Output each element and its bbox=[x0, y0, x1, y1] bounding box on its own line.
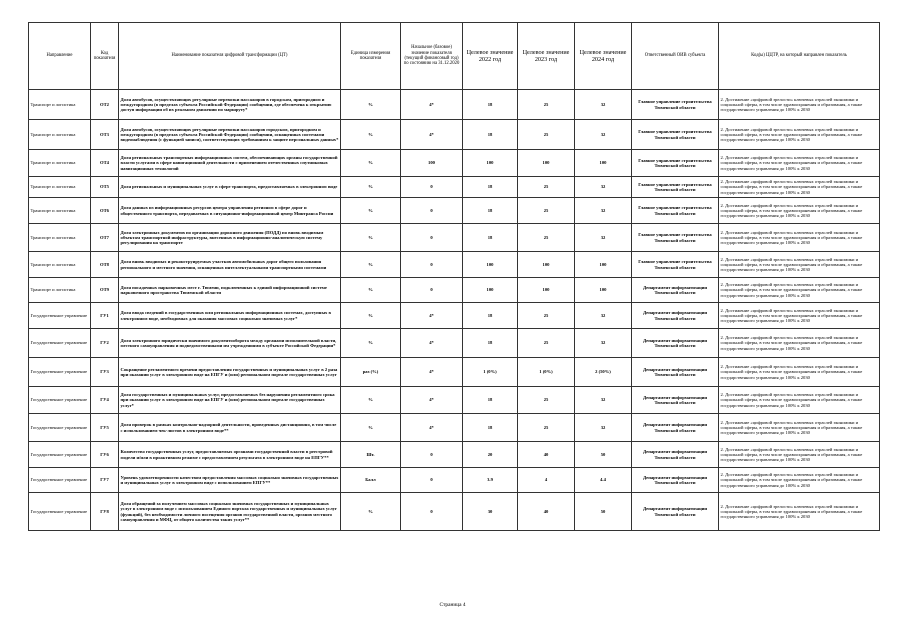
direction-cell: Государственное управление bbox=[29, 468, 91, 493]
header-target-2023: Целевое значение 2023 год bbox=[518, 23, 575, 90]
indicator-name-cell: Доля автобусов, осуществляющих регулярные перевозки пассажиров городском, пригородном и междугородном (в пределах субъекта Российской Федерации) сообщении, оснащенных системами видеонаблюдения (с функцией записи), соответствующих требованиям к защите персональных данных* bbox=[119, 120, 341, 150]
unit-cell: % bbox=[341, 90, 401, 120]
direction-cell: Транспорт и логистика bbox=[29, 224, 91, 252]
indicators-table bbox=[28, 22, 880, 531]
table-row bbox=[29, 414, 880, 442]
code-cell: ОТ7 bbox=[91, 224, 119, 252]
target-2022-cell: 100 bbox=[463, 150, 518, 177]
table-row bbox=[29, 120, 880, 150]
direction-cell: Транспорт и логистика bbox=[29, 278, 91, 303]
indicator-name-cell: Доля электронного юридически значимого документооборота между органами исполнительной власти, местного самоуправления и подведомственными им учреждениями в субъекте Российской Федерации* bbox=[119, 329, 341, 358]
code-cell: ГУ1 bbox=[91, 303, 119, 329]
unit-cell: % bbox=[341, 414, 401, 442]
table-row bbox=[29, 303, 880, 329]
table-row bbox=[29, 329, 880, 358]
table-body bbox=[29, 90, 880, 531]
goal-cell: 2. Достижение «цифровой зрелости» ключевых отраслей экономики и социальной сферы, в том числе здравоохранения и образования, а также государственного управления до 100% к 2030 bbox=[719, 493, 880, 531]
base-value-cell: 4* bbox=[401, 90, 463, 120]
table-row bbox=[29, 278, 880, 303]
responsible-cell: Департамент информатизации Тюменской области bbox=[632, 303, 719, 329]
responsible-cell: Главное управление строительства Тюменской области bbox=[632, 150, 719, 177]
base-value-cell: 4* bbox=[401, 387, 463, 414]
table-row bbox=[29, 150, 880, 177]
target-2022-cell: 18 bbox=[463, 198, 518, 224]
base-value-cell: 4* bbox=[401, 303, 463, 329]
goal-cell: 2. Достижение «цифровой зрелости» ключевых отраслей экономики и социальной сферы, в том числе здравоохранения и образования, а также государственного управления до 100% к 2030 bbox=[719, 387, 880, 414]
code-cell: ГУ3 bbox=[91, 358, 119, 387]
direction-cell: Государственное управление bbox=[29, 442, 91, 468]
indicator-name-cell: Доля электронных документов по организации дорожного движения (ПОДД) по вновь вводимым объектам транспортной инфраструктуры, внесенных в информационно-аналитическую систему регулирования на транспорте bbox=[119, 224, 341, 252]
target-2023-cell: 25 bbox=[518, 414, 575, 442]
base-value-cell: 0 bbox=[401, 493, 463, 531]
target-2024-cell: 32 bbox=[575, 329, 632, 358]
code-cell: ОТ3 bbox=[91, 120, 119, 150]
responsible-cell: Департамент информатизации Тюменской области bbox=[632, 278, 719, 303]
base-value-cell: 4* bbox=[401, 414, 463, 442]
target-2024-cell: 32 bbox=[575, 177, 632, 198]
responsible-cell: Департамент информатизации Тюменской области bbox=[632, 387, 719, 414]
unit-cell: % bbox=[341, 177, 401, 198]
direction-cell: Транспорт и логистика bbox=[29, 198, 91, 224]
base-value-cell: 0 bbox=[401, 198, 463, 224]
goal-cell: 2. Достижение «цифровой зрелости» ключевых отраслей экономики и социальной сферы, в том числе здравоохранения и образования, а также государственного управления до 100% к 2030 bbox=[719, 468, 880, 493]
base-value-cell: 0 bbox=[401, 468, 463, 493]
goal-cell: 2. Достижение «цифровой зрелости» ключевых отраслей экономики и социальной сферы, в том числе здравоохранения и образования, а также государственного управления до 100% к 2030 bbox=[719, 252, 880, 278]
target-2023-cell: 25 bbox=[518, 303, 575, 329]
direction-cell: Государственное управление bbox=[29, 358, 91, 387]
table-row bbox=[29, 198, 880, 224]
target-2024-cell: 4.4 bbox=[575, 468, 632, 493]
target-2023-cell: 25 bbox=[518, 120, 575, 150]
code-cell: ГУ6 bbox=[91, 442, 119, 468]
goal-cell: 2. Достижение «цифровой зрелости» ключевых отраслей экономики и социальной сферы, в том числе здравоохранения и образования, а также государственного управления до 100% к 2030 bbox=[719, 90, 880, 120]
target-2024-cell: 32 bbox=[575, 120, 632, 150]
direction-cell: Государственное управление bbox=[29, 414, 91, 442]
indicator-name-cell: Доля данных из информационных ресурсов центра управления регионом в сфере дорог и общественного транспорта, передаваемых в ситуационно-информационный центр Минтранса России bbox=[119, 198, 341, 224]
target-2023-cell: 4 bbox=[518, 468, 575, 493]
target-2024-cell: 32 bbox=[575, 414, 632, 442]
target-2024-cell: 50 bbox=[575, 493, 632, 531]
code-cell: ОТ2 bbox=[91, 90, 119, 120]
target-2023-cell: 25 bbox=[518, 198, 575, 224]
target-2022-cell: 1 (0%) bbox=[463, 358, 518, 387]
target-2023-cell: 25 bbox=[518, 177, 575, 198]
goal-cell: 2. Достижение «цифровой зрелости» ключевых отраслей экономики и социальной сферы, в том числе здравоохранения и образования, а также государственного управления до 100% к 2030 bbox=[719, 224, 880, 252]
code-cell: ГУ8 bbox=[91, 493, 119, 531]
indicator-name-cell: Доля региональных и муниципальных услуг в сфере транспорта, предоставляемых в электронном виде bbox=[119, 177, 341, 198]
indicator-name-cell: Количество государственных услуг, предоставляемых органами государственной власти в реестровой модели и/или в проактивном режиме с предоставлением результата в электронном виде на ЕПГУ** bbox=[119, 442, 341, 468]
goal-cell: 2. Достижение «цифровой зрелости» ключевых отраслей экономики и социальной сферы, в том числе здравоохранения и образования, а также государственного управления до 100% к 2030 bbox=[719, 120, 880, 150]
target-2023-cell: 25 bbox=[518, 329, 575, 358]
base-value-cell: 4* bbox=[401, 358, 463, 387]
target-2024-cell: 100 bbox=[575, 252, 632, 278]
indicator-name-cell: Доля проверок в рамках контрольно-надзорной деятельности, проведенных дистанционно, в том числе с использованием чек-листов в электронном виде** bbox=[119, 414, 341, 442]
responsible-cell: Главное управление строительства Тюменской области bbox=[632, 252, 719, 278]
code-cell: ОТ8 bbox=[91, 252, 119, 278]
unit-cell: раз (%) bbox=[341, 358, 401, 387]
direction-cell: Государственное управление bbox=[29, 303, 91, 329]
header-base: Начальное (базовое) значение показателя (текущий финансовый год) по состоянию на 31.12.2020 bbox=[401, 23, 463, 90]
header-responsible: Ответственный ОИВ субъекта bbox=[632, 23, 719, 90]
base-value-cell: 0 bbox=[401, 252, 463, 278]
unit-cell: % bbox=[341, 278, 401, 303]
indicator-name-cell: Доля ввода сведений в государственных или региональных информационных системах, доступных в электронном виде, необходимых для оказания массовых социально значимых услуг* bbox=[119, 303, 341, 329]
header-target-2024: Целевое значение 2024 год bbox=[575, 23, 632, 90]
indicator-name-cell: Доля посадочных парковочных мест г. Тюмени, подключенных к единой информационной системе парковочного пространства Тюменской области bbox=[119, 278, 341, 303]
indicator-name-cell: Сокращение регламентного времени предоставления государственных и муниципальных услуг в 2 раза при оказании услуг в электронном виде на ЕПГУ и (или) региональном портале государственных услуг bbox=[119, 358, 341, 387]
header-code: Код показателя bbox=[91, 23, 119, 90]
direction-cell: Государственное управление bbox=[29, 387, 91, 414]
page-number: Страница 4 bbox=[439, 602, 466, 608]
target-2023-cell: 100 bbox=[518, 150, 575, 177]
unit-cell: % bbox=[341, 224, 401, 252]
responsible-cell: Главное управление строительства Тюменской области bbox=[632, 198, 719, 224]
unit-cell: % bbox=[341, 150, 401, 177]
target-2022-cell: 20 bbox=[463, 442, 518, 468]
goal-cell: 2. Достижение «цифровой зрелости» ключевых отраслей экономики и социальной сферы, в том числе здравоохранения и образования, а также государственного управления до 100% к 2030 bbox=[719, 150, 880, 177]
unit-cell: % bbox=[341, 303, 401, 329]
target-2023-cell: 1 (0%) bbox=[518, 358, 575, 387]
target-2024-cell: 32 bbox=[575, 90, 632, 120]
goal-cell: 2. Достижение «цифровой зрелости» ключевых отраслей экономики и социальной сферы, в том числе здравоохранения и образования, а также государственного управления до 100% к 2030 bbox=[719, 442, 880, 468]
indicator-name-cell: Доля автобусов, осуществляющих регулярные перевозки пассажиров в городском, пригородном и междугородном (в пределах субъекта Российской Федерации) сообщении, где обеспечена к открытию доступ информации об их реальном движении по маршруту* bbox=[119, 90, 341, 120]
responsible-cell: Главное управление строительства Тюменской области bbox=[632, 90, 719, 120]
base-value-cell: 4* bbox=[401, 120, 463, 150]
table-row bbox=[29, 177, 880, 198]
direction-cell: Транспорт и логистика bbox=[29, 252, 91, 278]
goal-cell: 2. Достижение «цифровой зрелости» ключевых отраслей экономики и социальной сферы, в том числе здравоохранения и образования, а также государственного управления до 100% к 2030 bbox=[719, 358, 880, 387]
responsible-cell: Департамент информатизации Тюменской области bbox=[632, 442, 719, 468]
code-cell: ГУ5 bbox=[91, 414, 119, 442]
base-value-cell: 0 bbox=[401, 278, 463, 303]
target-2023-cell: 100 bbox=[518, 252, 575, 278]
table-row bbox=[29, 468, 880, 493]
responsible-cell: Департамент информатизации Тюменской области bbox=[632, 493, 719, 531]
direction-cell: Транспорт и логистика bbox=[29, 150, 91, 177]
code-cell: ОТ5 bbox=[91, 177, 119, 198]
base-value-cell: 0 bbox=[401, 442, 463, 468]
table-row bbox=[29, 90, 880, 120]
target-2022-cell: 18 bbox=[463, 303, 518, 329]
header-row bbox=[29, 23, 880, 90]
unit-cell: % bbox=[341, 198, 401, 224]
base-value-cell: 4* bbox=[401, 329, 463, 358]
code-cell: ОТ9 bbox=[91, 278, 119, 303]
target-2024-cell: 100 bbox=[575, 150, 632, 177]
code-cell: ОТ4 bbox=[91, 150, 119, 177]
target-2023-cell: 40 bbox=[518, 493, 575, 531]
direction-cell: Транспорт и логистика bbox=[29, 90, 91, 120]
indicator-name-cell: Уровень удовлетворенности качеством предоставления массовых социально значимых государственных и муниципальных услуг в электронном виде с использованием ЕПГУ** bbox=[119, 468, 341, 493]
responsible-cell: Главное управление строительства Тюменской области bbox=[632, 224, 719, 252]
indicator-name-cell: Доля государственных и муниципальных услуг, предоставляемых без нарушения регламентного срока при оказании услуг в электронном виде на ЕПГУ и (или) региональном портале государственных услуг* bbox=[119, 387, 341, 414]
unit-cell: % bbox=[341, 120, 401, 150]
target-2022-cell: 30 bbox=[463, 493, 518, 531]
target-2023-cell: 25 bbox=[518, 90, 575, 120]
goal-cell: 2. Достижение «цифровой зрелости» ключевых отраслей экономики и социальной сферы, в том числе здравоохранения и образования, а также государственного управления до 100% к 2030 bbox=[719, 278, 880, 303]
base-value-cell: 0 bbox=[401, 224, 463, 252]
responsible-cell: Департамент информатизации Тюменской области bbox=[632, 329, 719, 358]
target-2022-cell: 18 bbox=[463, 120, 518, 150]
unit-cell: % bbox=[341, 493, 401, 531]
target-2023-cell: 100 bbox=[518, 278, 575, 303]
header-unit: Единица измерения показателя bbox=[341, 23, 401, 90]
header-goals: Код(ы) ЦЦТР, на который направлен показатель bbox=[719, 23, 880, 90]
direction-cell: Транспорт и логистика bbox=[29, 120, 91, 150]
responsible-cell: Департамент информатизации Тюменской области bbox=[632, 468, 719, 493]
target-2023-cell: 25 bbox=[518, 224, 575, 252]
indicator-name-cell: Доля обращений за получением массовых социально значимых государственных и муниципальных услуг в электронном виде с использованием Единого портала государственных и муниципальных услуг (функций), без необходимости личного посещения органов государственной власти, органов местного самоуправления и МФЦ, от общего количества таких услуг** bbox=[119, 493, 341, 531]
target-2022-cell: 18 bbox=[463, 329, 518, 358]
base-value-cell: 0 bbox=[401, 177, 463, 198]
target-2023-cell: 40 bbox=[518, 442, 575, 468]
target-2024-cell: 32 bbox=[575, 303, 632, 329]
unit-cell: % bbox=[341, 252, 401, 278]
responsible-cell: Главное управление строительства Тюменской области bbox=[632, 120, 719, 150]
target-2024-cell: 32 bbox=[575, 224, 632, 252]
goal-cell: 2. Достижение «цифровой зрелости» ключевых отраслей экономики и социальной сферы, в том числе здравоохранения и образования, а также государственного управления до 100% к 2030 bbox=[719, 303, 880, 329]
target-2023-cell: 25 bbox=[518, 387, 575, 414]
base-value-cell: 100 bbox=[401, 150, 463, 177]
goal-cell: 2. Достижение «цифровой зрелости» ключевых отраслей экономики и социальной сферы, в том числе здравоохранения и образования, а также государственного управления до 100% к 2030 bbox=[719, 198, 880, 224]
code-cell: ГУ7 bbox=[91, 468, 119, 493]
target-2024-cell: 2 (50%) bbox=[575, 358, 632, 387]
goal-cell: 2. Достижение «цифровой зрелости» ключевых отраслей экономики и социальной сферы, в том числе здравоохранения и образования, а также государственного управления до 100% к 2030 bbox=[719, 177, 880, 198]
target-2022-cell: 3.9 bbox=[463, 468, 518, 493]
indicator-name-cell: Доля вновь вводимых и реконструируемых участков автомобильных дорог общего пользования регионального и местного значения, оснащенных интеллектуальными транспортными системами bbox=[119, 252, 341, 278]
goal-cell: 2. Достижение «цифровой зрелости» ключевых отраслей экономики и социальной сферы, в том числе здравоохранения и образования, а также государственного управления до 100% к 2030 bbox=[719, 329, 880, 358]
target-2024-cell: 32 bbox=[575, 387, 632, 414]
table-row bbox=[29, 493, 880, 531]
direction-cell: Государственное управление bbox=[29, 329, 91, 358]
indicator-name-cell: Доля региональных транспортных информационных систем, обеспечивающих органы государственной власти услугами в сфере навигационной деятельности с применением отечественных спутниковых навигационных технологий bbox=[119, 150, 341, 177]
unit-cell: Балл bbox=[341, 468, 401, 493]
target-2024-cell: 100 bbox=[575, 278, 632, 303]
unit-cell: Шт. bbox=[341, 442, 401, 468]
responsible-cell: Департамент информатизации Тюменской области bbox=[632, 414, 719, 442]
header-target-2022: Целевое значение 2022 год bbox=[463, 23, 518, 90]
code-cell: ГУ4 bbox=[91, 387, 119, 414]
responsible-cell: Департамент информатизации Тюменской области bbox=[632, 358, 719, 387]
responsible-cell: Главное управление строительства Тюменской области bbox=[632, 177, 719, 198]
goal-cell: 2. Достижение «цифровой зрелости» ключевых отраслей экономики и социальной сферы, в том числе здравоохранения и образования, а также государственного управления до 100% к 2030 bbox=[719, 414, 880, 442]
direction-cell: Государственное управление bbox=[29, 493, 91, 531]
code-cell: ОТ6 bbox=[91, 198, 119, 224]
table-row bbox=[29, 358, 880, 387]
table-row bbox=[29, 442, 880, 468]
unit-cell: % bbox=[341, 387, 401, 414]
target-2022-cell: 18 bbox=[463, 387, 518, 414]
target-2024-cell: 50 bbox=[575, 442, 632, 468]
unit-cell: % bbox=[341, 329, 401, 358]
code-cell: ГУ2 bbox=[91, 329, 119, 358]
target-2022-cell: 18 bbox=[463, 177, 518, 198]
table-row bbox=[29, 387, 880, 414]
target-2022-cell: 100 bbox=[463, 252, 518, 278]
target-2022-cell: 100 bbox=[463, 278, 518, 303]
target-2024-cell: 32 bbox=[575, 198, 632, 224]
table-row bbox=[29, 252, 880, 278]
table-row bbox=[29, 224, 880, 252]
target-2022-cell: 18 bbox=[463, 90, 518, 120]
header-name: Наименование показателя цифровой трансформации (ЦТ) bbox=[119, 23, 341, 90]
header-direction: Направление bbox=[29, 23, 91, 90]
direction-cell: Транспорт и логистика bbox=[29, 177, 91, 198]
target-2022-cell: 18 bbox=[463, 224, 518, 252]
target-2022-cell: 18 bbox=[463, 414, 518, 442]
